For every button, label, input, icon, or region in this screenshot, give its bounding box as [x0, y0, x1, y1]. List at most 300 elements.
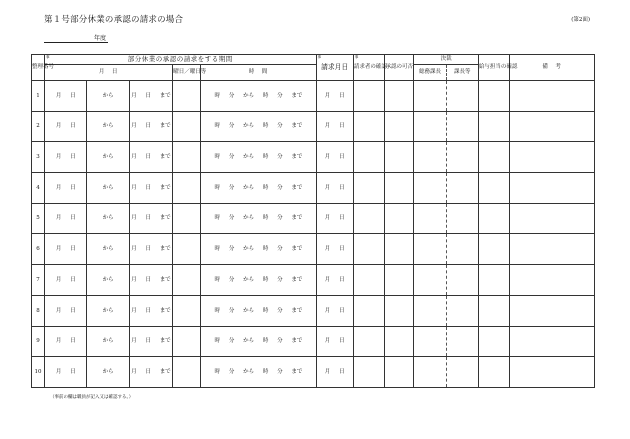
start-date-cell[interactable]: [45, 173, 87, 204]
manager-cell[interactable]: [446, 203, 478, 234]
row-number: [32, 81, 45, 112]
request-table: [31, 54, 595, 388]
from-label: から: [102, 92, 114, 99]
minute-label: 分: [228, 338, 235, 345]
manager-cell[interactable]: [446, 173, 478, 204]
manager-cell[interactable]: [446, 265, 478, 296]
weekday-cell[interactable]: [173, 203, 201, 234]
from-label: から: [243, 368, 255, 375]
from-label: から: [102, 307, 114, 314]
table-row: [32, 234, 595, 265]
hour-label: 時: [214, 246, 221, 253]
header-pay: 給与担当の確認: [478, 55, 509, 81]
pay-cell[interactable]: [478, 81, 509, 112]
approval-cell[interactable]: [385, 203, 414, 234]
footnote: （事前の欄は職員が記入又は確認する。）: [50, 395, 134, 400]
chief-cell[interactable]: [414, 81, 446, 112]
weekday-cell[interactable]: [173, 173, 201, 204]
end-date-cell[interactable]: [129, 357, 172, 388]
from-label: から: [243, 338, 255, 345]
manager-cell[interactable]: [446, 142, 478, 173]
until-label: まで: [291, 246, 303, 253]
weekday-cell[interactable]: [173, 326, 201, 357]
from-label: から: [102, 154, 114, 161]
day-label: 日: [145, 246, 152, 253]
from-label: から: [243, 92, 255, 99]
row-number: [32, 111, 45, 142]
remarks-cell[interactable]: [510, 234, 595, 265]
day-label: 日: [70, 338, 76, 345]
row-number-label: 8: [36, 307, 40, 314]
hour-label: 時: [214, 92, 221, 99]
from-label: から: [102, 338, 114, 345]
time-range-cell[interactable]: [201, 295, 316, 326]
minute-label: 分: [277, 246, 283, 253]
request-date-cell[interactable]: [316, 326, 353, 357]
manager-cell[interactable]: [446, 234, 478, 265]
weekday-cell[interactable]: [173, 357, 201, 388]
time-range-cell[interactable]: [201, 326, 316, 357]
from-label: から: [243, 123, 255, 130]
until-label: まで: [159, 92, 171, 99]
manager-cell[interactable]: [446, 357, 478, 388]
start-date-cell[interactable]: [45, 265, 87, 296]
month-label: 月: [55, 215, 62, 222]
month-label: 月: [324, 338, 331, 345]
month-label: 月: [131, 246, 137, 253]
hour-label: 時: [214, 368, 221, 375]
table-row: [32, 265, 595, 296]
time-range-cell[interactable]: [201, 111, 316, 142]
minute-label: 分: [277, 338, 283, 345]
time-range-cell[interactable]: [201, 265, 316, 296]
minute-label: 分: [228, 276, 235, 283]
approval-cell[interactable]: [385, 234, 414, 265]
weekday-cell[interactable]: [173, 142, 201, 173]
month-label: 月: [324, 92, 331, 99]
from-label: から: [243, 246, 255, 253]
end-date-cell[interactable]: [129, 81, 172, 112]
month-label: 月: [55, 154, 62, 161]
month-label: 月: [324, 215, 331, 222]
minute-label: 分: [277, 307, 283, 314]
month-label: 月: [324, 184, 331, 191]
confirm-cell[interactable]: [353, 173, 384, 204]
row-number: [32, 234, 45, 265]
page-label: (第2面): [571, 17, 590, 23]
manager-cell[interactable]: [446, 295, 478, 326]
row-number: [32, 265, 45, 296]
header-weekday: 曜日／曜日等: [173, 65, 201, 81]
hour-label: 時: [214, 154, 221, 161]
hour-label: 時: [262, 184, 269, 191]
remarks-cell[interactable]: [510, 265, 595, 296]
request-date-cell[interactable]: [316, 295, 353, 326]
until-label: まで: [159, 154, 171, 161]
month-label: 月: [55, 123, 62, 130]
fiscal-year-field[interactable]: [44, 33, 108, 43]
from-label: から: [243, 276, 255, 283]
header-time: 時 間: [201, 65, 316, 81]
month-label: 月: [55, 368, 62, 375]
month-label: 月: [324, 123, 331, 130]
month-label: 月: [324, 368, 331, 375]
until-label: まで: [291, 123, 303, 130]
header-approval: 承認の可否: [385, 55, 414, 81]
table-row: [32, 203, 595, 234]
from-label-cell: [87, 142, 129, 173]
day-label: 日: [70, 368, 76, 375]
table-row: [32, 173, 595, 204]
minute-label: 分: [277, 215, 283, 222]
confirm-cell[interactable]: [353, 234, 384, 265]
header-period: 事 部分休業の承認の請求をする期間: [45, 55, 316, 65]
month-label: 月: [131, 184, 137, 191]
day-label: 日: [145, 338, 152, 345]
start-date-cell[interactable]: [45, 357, 87, 388]
row-number: [32, 326, 45, 357]
until-label: まで: [159, 123, 171, 130]
weekday-cell[interactable]: [173, 234, 201, 265]
time-range-cell[interactable]: [201, 81, 316, 112]
weekday-cell[interactable]: [173, 265, 201, 296]
remarks-cell[interactable]: [510, 142, 595, 173]
until-label: まで: [159, 338, 171, 345]
header-remarks: 備 考: [510, 55, 595, 81]
manager-cell[interactable]: [446, 326, 478, 357]
remarks-cell[interactable]: [510, 81, 595, 112]
time-range-cell[interactable]: [201, 234, 316, 265]
from-label-cell: [87, 203, 129, 234]
row-number-label: 5: [36, 215, 40, 222]
chief-cell[interactable]: [414, 357, 446, 388]
approval-cell[interactable]: [385, 81, 414, 112]
hour-label: 時: [262, 123, 269, 130]
from-label: から: [102, 246, 114, 253]
request-date-cell[interactable]: [316, 203, 353, 234]
table-row: [32, 81, 595, 112]
pay-cell[interactable]: [478, 234, 509, 265]
time-range-cell[interactable]: [201, 357, 316, 388]
remarks-cell[interactable]: [510, 111, 595, 142]
remarks-cell[interactable]: [510, 357, 595, 388]
remarks-cell[interactable]: [510, 203, 595, 234]
until-label: まで: [291, 307, 303, 314]
from-label: から: [243, 154, 255, 161]
minute-label: 分: [228, 123, 235, 130]
minute-label: 分: [228, 154, 235, 161]
document-title: 第１号部分休業の承認の請求の場合: [44, 15, 184, 25]
end-date-cell[interactable]: [129, 265, 172, 296]
confirm-cell[interactable]: [353, 295, 384, 326]
table-row: [32, 111, 595, 142]
until-label: まで: [291, 92, 303, 99]
start-date-cell[interactable]: [45, 81, 87, 112]
month-label: 月: [324, 276, 331, 283]
end-date-cell[interactable]: [129, 295, 172, 326]
header-num: 整理番号: [32, 55, 45, 81]
request-date-cell[interactable]: [316, 142, 353, 173]
from-label: から: [102, 276, 114, 283]
until-label: まで: [159, 368, 171, 375]
until-label: まで: [291, 368, 303, 375]
from-label-cell: [87, 357, 129, 388]
hour-label: 時: [262, 338, 269, 345]
row-number: [32, 357, 45, 388]
table-row: [32, 357, 595, 388]
day-label: 日: [339, 215, 345, 222]
remarks-cell[interactable]: [510, 173, 595, 204]
day-label: 日: [145, 368, 152, 375]
hour-label: 時: [214, 307, 221, 314]
fiscal-year-label: 年度: [93, 35, 106, 42]
minute-label: 分: [277, 123, 283, 130]
hour-label: 時: [262, 92, 269, 99]
minute-label: 分: [277, 92, 283, 99]
month-label: 月: [324, 307, 331, 314]
pay-cell[interactable]: [478, 265, 509, 296]
minute-label: 分: [228, 368, 235, 375]
request-date-cell[interactable]: [316, 265, 353, 296]
pay-cell[interactable]: [478, 295, 509, 326]
remarks-cell[interactable]: [510, 326, 595, 357]
request-date-cell[interactable]: [316, 357, 353, 388]
from-label: から: [243, 215, 255, 222]
day-label: 日: [70, 154, 76, 161]
hour-label: 時: [214, 338, 221, 345]
row-number: [32, 203, 45, 234]
row-number-label: 4: [36, 184, 40, 191]
day-label: 日: [145, 92, 152, 99]
weekday-cell[interactable]: [173, 295, 201, 326]
minute-label: 分: [228, 307, 235, 314]
month-label: 月: [131, 307, 137, 314]
hour-label: 時: [214, 276, 221, 283]
day-label: 日: [70, 184, 76, 191]
pay-cell[interactable]: [478, 357, 509, 388]
pay-cell[interactable]: [478, 326, 509, 357]
day-label: 日: [70, 92, 76, 99]
from-label-cell: [87, 326, 129, 357]
table-row: [32, 326, 595, 357]
day-label: 日: [339, 123, 345, 130]
from-label: から: [102, 368, 114, 375]
confirm-cell[interactable]: [353, 142, 384, 173]
confirm-cell[interactable]: [353, 111, 384, 142]
end-date-cell[interactable]: [129, 203, 172, 234]
manager-cell[interactable]: [446, 111, 478, 142]
until-label: まで: [159, 276, 171, 283]
confirm-cell[interactable]: [353, 357, 384, 388]
approval-cell[interactable]: [385, 326, 414, 357]
day-label: 日: [339, 368, 345, 375]
start-date-cell[interactable]: [45, 142, 87, 173]
from-label: から: [243, 307, 255, 314]
from-label-cell: [87, 81, 129, 112]
month-label: 月: [55, 276, 62, 283]
hour-label: 時: [214, 215, 221, 222]
row-number-label: 1: [36, 92, 40, 99]
header-request-date: 事 請求月日: [316, 55, 353, 81]
time-range-cell[interactable]: [201, 203, 316, 234]
pay-cell[interactable]: [478, 203, 509, 234]
hour-label: 時: [262, 246, 269, 253]
chief-cell[interactable]: [414, 173, 446, 204]
time-range-cell[interactable]: [201, 142, 316, 173]
confirm-cell[interactable]: [353, 81, 384, 112]
minute-label: 分: [277, 368, 283, 375]
weekday-cell[interactable]: [173, 111, 201, 142]
hour-label: 時: [262, 215, 269, 222]
minute-label: 分: [228, 246, 235, 253]
end-date-cell[interactable]: [129, 142, 172, 173]
day-label: 日: [145, 276, 152, 283]
header-decision: 決裁: [414, 55, 479, 65]
manager-cell[interactable]: [446, 81, 478, 112]
start-date-cell[interactable]: [45, 203, 87, 234]
minute-label: 分: [228, 92, 235, 99]
day-label: 日: [70, 246, 76, 253]
weekday-cell[interactable]: [173, 81, 201, 112]
chief-cell[interactable]: [414, 111, 446, 142]
day-label: 日: [339, 307, 345, 314]
pay-cell[interactable]: [478, 111, 509, 142]
chief-cell[interactable]: [414, 142, 446, 173]
from-label-cell: [87, 234, 129, 265]
from-label: から: [243, 184, 255, 191]
day-label: 日: [339, 276, 345, 283]
header-monthday: 月 日: [45, 65, 173, 81]
day-label: 日: [70, 215, 76, 222]
chief-cell[interactable]: [414, 265, 446, 296]
approval-cell[interactable]: [385, 265, 414, 296]
header-manager: 課長等: [446, 65, 478, 81]
hour-label: 時: [262, 368, 269, 375]
minute-label: 分: [277, 184, 283, 191]
from-label-cell: [87, 265, 129, 296]
until-label: まで: [291, 215, 303, 222]
time-range-cell[interactable]: [201, 173, 316, 204]
minute-label: 分: [277, 154, 283, 161]
end-date-cell[interactable]: [129, 234, 172, 265]
month-label: 月: [324, 246, 331, 253]
month-label: 月: [324, 154, 331, 161]
day-label: 日: [339, 246, 345, 253]
request-date-cell[interactable]: [316, 173, 353, 204]
from-label: から: [102, 184, 114, 191]
approval-cell[interactable]: [385, 173, 414, 204]
day-label: 日: [145, 184, 152, 191]
minute-label: 分: [277, 276, 283, 283]
pay-cell[interactable]: [478, 173, 509, 204]
hour-label: 時: [214, 184, 221, 191]
day-label: 日: [339, 154, 345, 161]
from-label: から: [102, 123, 114, 130]
header-confirm: 事 請求者の確認: [353, 55, 384, 81]
month-label: 月: [131, 154, 137, 161]
start-date-cell[interactable]: [45, 111, 87, 142]
hour-label: 時: [262, 154, 269, 161]
approval-cell[interactable]: [385, 142, 414, 173]
until-label: まで: [159, 307, 171, 314]
until-label: まで: [159, 184, 171, 191]
start-date-cell[interactable]: [45, 295, 87, 326]
row-number: [32, 295, 45, 326]
month-label: 月: [131, 368, 137, 375]
day-label: 日: [70, 307, 76, 314]
until-label: まで: [291, 154, 303, 161]
chief-cell[interactable]: [414, 326, 446, 357]
minute-label: 分: [228, 184, 235, 191]
end-date-cell[interactable]: [129, 111, 172, 142]
header-chief: 総務課長: [414, 65, 446, 81]
month-label: 月: [131, 215, 137, 222]
month-label: 月: [131, 123, 137, 130]
hour-label: 時: [262, 276, 269, 283]
month-label: 月: [55, 92, 62, 99]
request-date-cell[interactable]: [316, 81, 353, 112]
until-label: まで: [291, 276, 303, 283]
row-number-label: 10: [34, 368, 42, 375]
day-label: 日: [339, 92, 345, 99]
month-label: 月: [131, 92, 137, 99]
day-label: 日: [70, 123, 76, 130]
day-label: 日: [70, 276, 76, 283]
until-label: まで: [291, 338, 303, 345]
day-label: 日: [145, 123, 152, 130]
chief-cell[interactable]: [414, 234, 446, 265]
row-number-label: 9: [36, 338, 40, 345]
confirm-cell[interactable]: [353, 326, 384, 357]
row-number-label: 6: [36, 246, 40, 253]
end-date-cell[interactable]: [129, 173, 172, 204]
pay-cell[interactable]: [478, 142, 509, 173]
chief-cell[interactable]: [414, 295, 446, 326]
approval-cell[interactable]: [385, 357, 414, 388]
approval-cell[interactable]: [385, 295, 414, 326]
confirm-cell[interactable]: [353, 265, 384, 296]
start-date-cell[interactable]: [45, 234, 87, 265]
remarks-cell[interactable]: [510, 295, 595, 326]
day-label: 日: [339, 338, 345, 345]
month-label: 月: [131, 338, 137, 345]
row-number: [32, 173, 45, 204]
month-label: 月: [55, 184, 62, 191]
hour-label: 時: [214, 123, 221, 130]
request-date-cell[interactable]: [316, 111, 353, 142]
request-date-cell[interactable]: [316, 234, 353, 265]
row-number-label: 7: [36, 276, 40, 283]
confirm-cell[interactable]: [353, 203, 384, 234]
from-label: から: [102, 215, 114, 222]
month-label: 月: [55, 307, 62, 314]
row-number: [32, 142, 45, 173]
table-row: [32, 295, 595, 326]
day-label: 日: [145, 307, 152, 314]
until-label: まで: [159, 246, 171, 253]
month-label: 月: [131, 276, 137, 283]
day-label: 日: [145, 154, 152, 161]
start-date-cell[interactable]: [45, 326, 87, 357]
minute-label: 分: [228, 215, 235, 222]
row-number-label: 3: [36, 154, 40, 161]
hour-label: 時: [262, 307, 269, 314]
until-label: まで: [159, 215, 171, 222]
until-label: まで: [291, 184, 303, 191]
chief-cell[interactable]: [414, 203, 446, 234]
end-date-cell[interactable]: [129, 326, 172, 357]
approval-cell[interactable]: [385, 111, 414, 142]
